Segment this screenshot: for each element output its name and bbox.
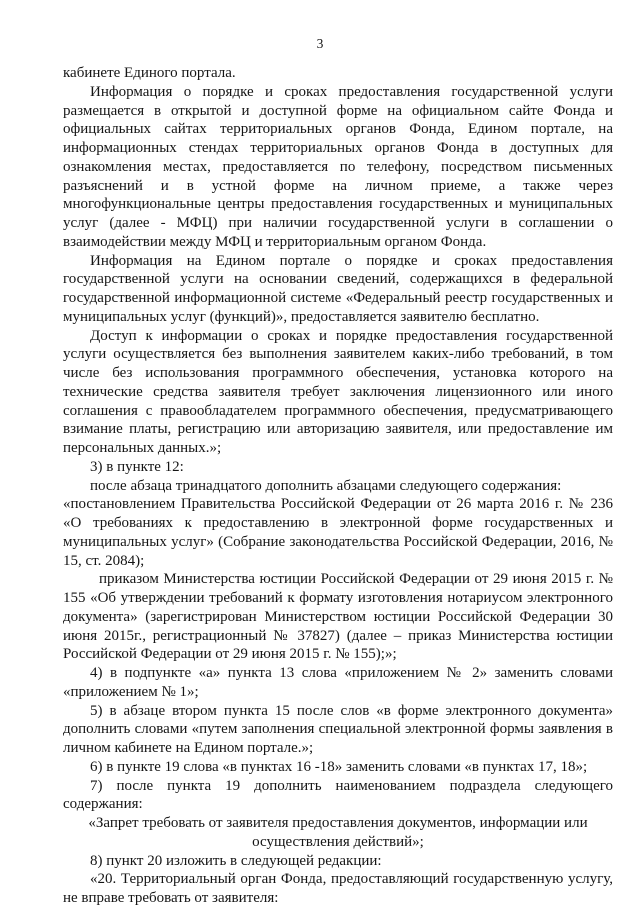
paragraph-continuation: кабинете Единого портала.: [63, 65, 236, 81]
paragraph-after-thirteenth: после абзаца тринадцатого дополнить абзацами следующего содержания:: [90, 477, 562, 494]
paragraph-ministry-order: приказом Министерства юстиции Российской Федерации от 29 июня 2015 г. № 155 «Об утверждении требований к формату изготовления нотариусом электронного документа» (зарегистрирован Министерством юстиции Российской Федерации 30 июня 2015г., регистрационный № 37827) (далее – приказ Министерства юстиции Российской Федерации от 29 июня 2015 г. № 155);»;: [63, 571, 613, 663]
paragraph-item-4: 4) в подпункте «а» пункта 13 слова «приложением № 2» заменить словами «приложением № 1»;: [63, 665, 613, 700]
paragraph-item-6: 6) в пункте 19 слова «в пунктах 16 -18» заменить словами «в пунктах 17, 18»;: [90, 758, 588, 775]
paragraph-subsection-heading: «Запрет требовать от заявителя предоставления документов, информации или осуществления действий»;: [88, 815, 588, 850]
paragraph-item-3: 3) в пункте 12:: [90, 458, 184, 475]
paragraph-access-to-info: Доступ к информации о сроках и порядке предоставления государственной услуги осуществляется без выполнения заявителем каких-либо требований, в том числе без использования программного обеспечения, установка которого на технические средства заявителя требует заключения лицензионного или иного соглашения с правообладателем программного обеспечения, предусматривающего взимание платы, регистрацию или авторизацию заявителя, или предоставление им персональных данных.»;: [63, 327, 613, 456]
paragraph-point-20: «20. Территориальный орган Фонда, предоставляющий государственную услугу, не вправе требовать от заявителя:: [63, 871, 613, 906]
document-body: [63, 64, 613, 908]
paragraph-unified-portal-info: Информация на Едином портале о порядке и сроках предоставления государственной услуги на основании сведений, содержащихся в федеральной государственной информационной системе «Федеральный реестр государственных и муниципальных услуг (функций)», предоставляется заявителю бесплатно.: [63, 252, 613, 325]
paragraph-item-5: 5) в абзаце втором пункта 15 после слов «в форме электронного документа» дополнить словами «путем заполнения специальной электронной формы заявления в личном кабинете на Едином портале.»;: [63, 702, 613, 756]
paragraph-information-placement: Информация о порядке и сроках предоставления государственной услуги размещается в открытой и доступной форме на официальном сайте Фонда и официальных сайтах территориальных органов Фонда, Едином портале, на информационных стендах территориальных органов Фонда в доступных для ознакомления местах, предоставляется по телефону, посредством письменных разъяснений и в устной форме на личном приеме, а также через многофункциональные центры предоставления государственных и муниципальных услуг (далее - МФЦ) при наличии государственной услуги в соглашении о взаимодействии между МФЦ и территориальным органом Фонда.: [63, 83, 613, 250]
paragraph-item-8: 8) пункт 20 изложить в следующей редакции:: [90, 852, 382, 869]
page-number: 3: [316, 36, 324, 51]
paragraph-government-decree: «постановлением Правительства Российской Федерации от 26 марта 2016 г. № 236 «О требованиях к предоставлению в электронной форме государственных и муниципальных услуг» (Собрание законодательства Российской Федерации, 2016, № 15, ст. 2084);: [63, 496, 613, 569]
paragraph-item-7: 7) после пункта 19 дополнить наименованием подраздела следующего содержания:: [63, 777, 613, 813]
